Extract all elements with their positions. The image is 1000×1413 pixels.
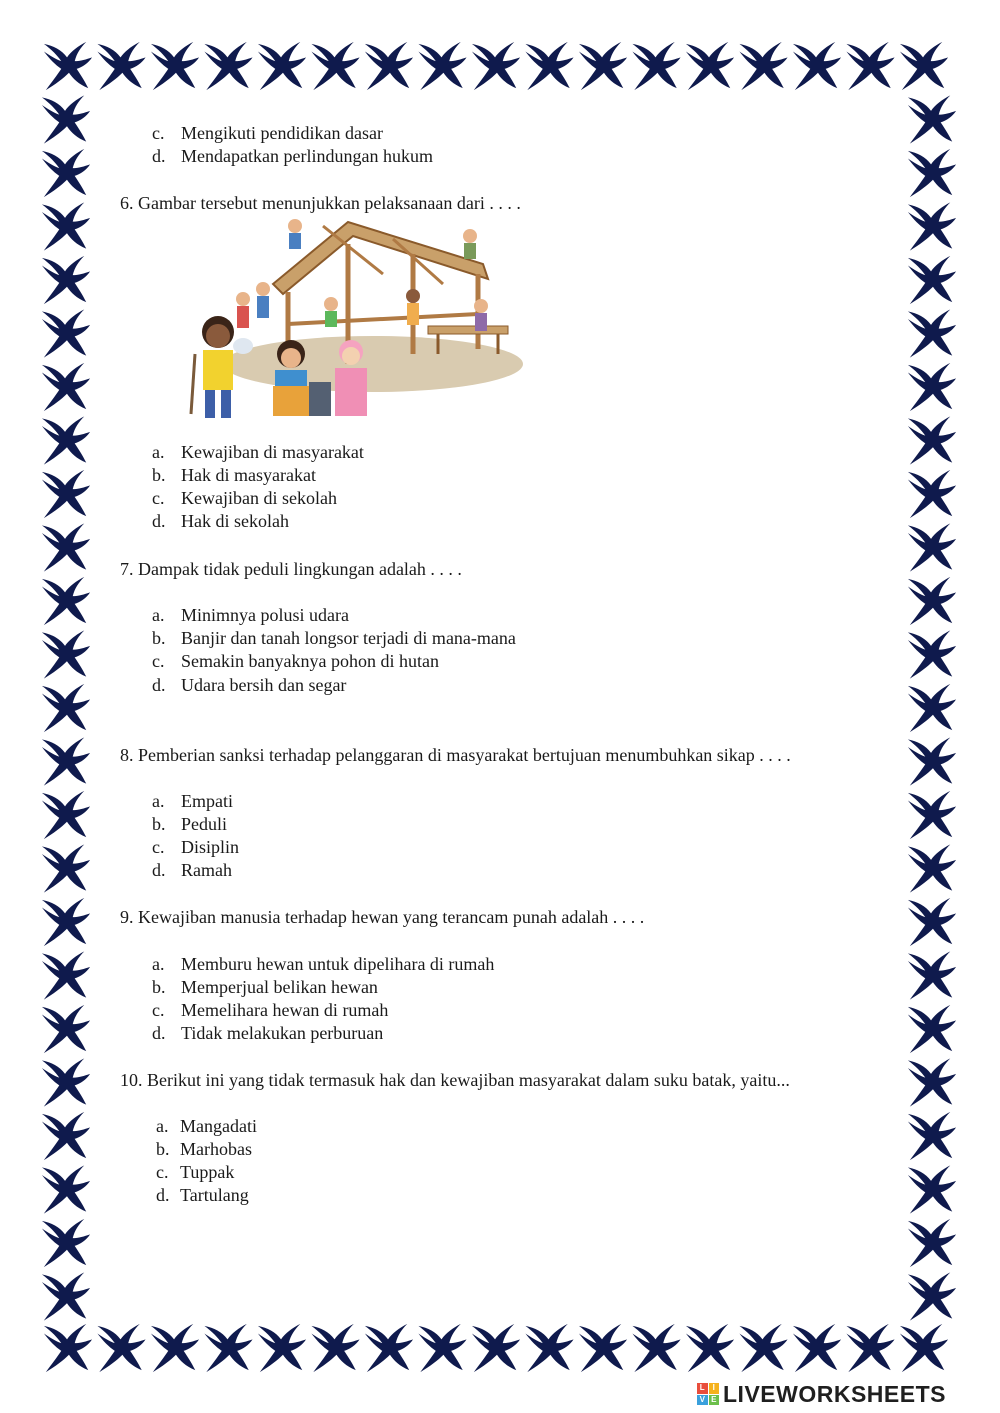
option-text: Mendapatkan perlindungan hukum bbox=[181, 146, 433, 166]
option-text: Minimnya polusi udara bbox=[181, 605, 349, 625]
question-10: 10. Berikut ini yang tidak termasuk hak dan kewajiban masyarakat dalam suku batak, yaitu... bbox=[120, 1070, 790, 1090]
option-letter: c. bbox=[152, 123, 165, 143]
option-letter: a. bbox=[152, 791, 165, 811]
option-letter: a. bbox=[152, 954, 165, 974]
option-text: Kewajiban di masyarakat bbox=[181, 442, 364, 462]
logo-letter: L bbox=[697, 1383, 708, 1394]
option-text: Tidak melakukan perburuan bbox=[181, 1023, 384, 1043]
option-letter: c. bbox=[152, 1000, 165, 1020]
option-letter: b. bbox=[152, 465, 166, 485]
option-letter: d. bbox=[152, 511, 166, 531]
option-text: Hak di sekolah bbox=[181, 511, 289, 531]
option-text: Banjir dan tanah longsor terjadi di mana-mana bbox=[181, 628, 516, 648]
option-text: Memperjual belikan hewan bbox=[181, 977, 378, 997]
option-letter: a. bbox=[152, 605, 165, 625]
option-text: Tuppak bbox=[180, 1162, 235, 1182]
question-7: 7. Dampak tidak peduli lingkungan adalah . . . . bbox=[120, 559, 462, 579]
option-letter: c. bbox=[156, 1162, 169, 1182]
option-text: Hak di masyarakat bbox=[181, 465, 316, 485]
option-text: Memburu hewan untuk dipelihara di rumah bbox=[181, 954, 495, 974]
logo-letter: I bbox=[709, 1383, 720, 1394]
community-house-building-illustration bbox=[183, 214, 523, 420]
option-text: Mengikuti pendidikan dasar bbox=[181, 123, 383, 143]
option-text: Tartulang bbox=[180, 1185, 249, 1205]
logo-letter: E bbox=[709, 1395, 720, 1406]
option-letter: c. bbox=[152, 837, 165, 857]
option-letter: b. bbox=[156, 1139, 170, 1159]
option-letter: d. bbox=[156, 1185, 170, 1205]
option-text: Udara bersih dan segar bbox=[181, 675, 347, 695]
option-text: Semakin banyaknya pohon di hutan bbox=[181, 651, 439, 671]
option-letter: b. bbox=[152, 814, 166, 834]
logo-letter: V bbox=[697, 1395, 708, 1406]
option-text: Marhobas bbox=[180, 1139, 252, 1159]
liveworksheets-logo-icon bbox=[697, 1383, 719, 1405]
option-letter: b. bbox=[152, 628, 166, 648]
liveworksheets-brand-text: LIVEWORKSHEETS bbox=[723, 1380, 946, 1407]
option-text: Ramah bbox=[181, 860, 232, 880]
option-text: Empati bbox=[181, 791, 233, 811]
option-text: Peduli bbox=[181, 814, 228, 834]
option-letter: d. bbox=[152, 1023, 166, 1043]
option-letter: a. bbox=[152, 442, 165, 462]
option-letter: c. bbox=[152, 488, 165, 508]
question-6: 6. Gambar tersebut menunjukkan pelaksanaan dari . . . . bbox=[120, 193, 521, 213]
option-letter: b. bbox=[152, 977, 166, 997]
question-9: 9. Kewajiban manusia terhadap hewan yang terancam punah adalah . . . . bbox=[120, 907, 645, 927]
question-8: 8. Pemberian sanksi terhadap pelanggaran di masyarakat bertujuan menumbuhkan sikap . . . . bbox=[120, 745, 791, 765]
option-text: Kewajiban di sekolah bbox=[181, 488, 337, 508]
option-letter: a. bbox=[156, 1116, 169, 1136]
option-letter: d. bbox=[152, 860, 166, 880]
option-text: Disiplin bbox=[181, 837, 240, 857]
option-letter: c. bbox=[152, 651, 165, 671]
option-text: Memelihara hewan di rumah bbox=[181, 1000, 389, 1020]
option-letter: d. bbox=[152, 146, 166, 166]
option-text: Mangadati bbox=[180, 1116, 257, 1136]
liveworksheets-logo[interactable] bbox=[697, 1380, 946, 1408]
option-letter: d. bbox=[152, 675, 166, 695]
